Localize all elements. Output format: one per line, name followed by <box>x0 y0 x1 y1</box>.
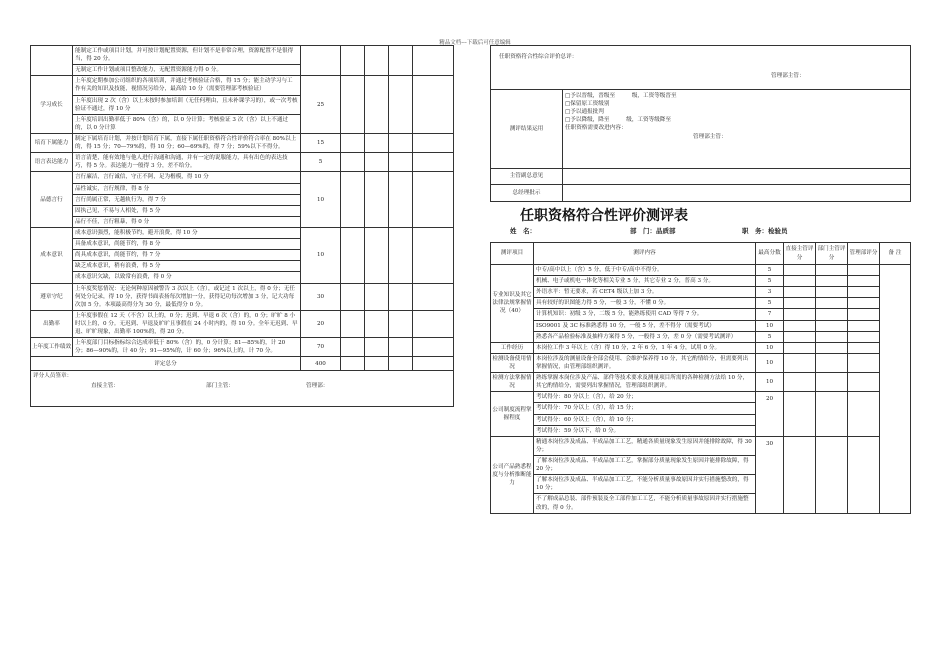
score-cell[interactable] <box>389 76 413 134</box>
category-cell: 学习成长 <box>31 76 73 134</box>
criteria-text: 具备成本意识，尚能节约，得 8 分 <box>73 239 301 250</box>
score-cell[interactable] <box>816 265 848 276</box>
evaluation-row <box>491 298 911 309</box>
points-cell: 30 <box>301 283 341 310</box>
gm-label: 总经理批示 <box>491 185 563 202</box>
position-label: 职 务：检验员 <box>742 227 788 235</box>
criteria-text: 成本意识强烈，能积极节约，避开浪费，得 10 分 <box>73 227 301 238</box>
evaluation-row <box>491 373 911 392</box>
header-item: 测评项目 <box>491 243 534 265</box>
max-score: 5 <box>756 265 784 276</box>
score-cell[interactable] <box>816 353 848 372</box>
criteria-text: 上年度奖惩情况：无论何种原因被警告 3 次以上（含），或记过 1 次以上，得 0 分；无任何处分记录，得 10 分，获得书面表扬每次增加一分，获得记功每次增加 3 分，记大功每次加 5 分。本项最高得分为 30 分，最低得分 0 分。 <box>73 283 301 310</box>
header-content: 测评内容 <box>534 243 756 265</box>
score-cell[interactable] <box>848 320 880 331</box>
signer-direct: 直接主管： <box>91 383 119 390</box>
result-option[interactable]: □予以晋级，晋级至 级，工资等级晋至 <box>565 93 677 99</box>
criteria-row <box>31 76 454 95</box>
criteria-text: 上年度定期参加公司组织的各项培训，并通过考核验证合格，得 15 分；能主动学习与工作有关的知识及技能，视情况另给分，最高给 10 分（需要管理部考核验证） <box>73 76 301 95</box>
total-points: 400 <box>301 357 341 371</box>
criteria-row <box>31 46 454 65</box>
score-cell[interactable] <box>816 298 848 309</box>
evaluation-content: 机械、电子或机电一体化等相关专业 5 分，其它专业 2 分，普高 3 分。 <box>534 276 756 287</box>
score-cell[interactable] <box>784 331 816 342</box>
evaluation-content: 熟悉各产品检验标准及抽样方案得 5 分，一般得 3 分，差 0 分（需要考试测评） <box>534 331 756 342</box>
score-cell[interactable] <box>341 46 365 76</box>
criteria-row <box>31 153 454 172</box>
score-cell[interactable] <box>389 227 413 283</box>
result-option[interactable]: 任职资格需要改进内容： <box>565 125 627 132</box>
criteria-row <box>31 338 454 357</box>
evaluation-content: 计算机知识：初级 3 分，二级 5 分，能熟练使用 CAD 等得 7 分。 <box>534 309 756 320</box>
score-cell[interactable] <box>413 172 454 228</box>
score-cell[interactable] <box>816 276 848 287</box>
score-cell[interactable] <box>816 436 848 513</box>
score-cell[interactable] <box>341 283 365 310</box>
score-cell[interactable] <box>784 265 816 276</box>
evaluation-row <box>491 353 911 372</box>
evaluation-row <box>491 342 911 353</box>
score-cell[interactable] <box>341 133 365 152</box>
score-cell[interactable] <box>389 338 413 357</box>
gm-row <box>491 185 911 202</box>
score-cell[interactable] <box>784 353 816 372</box>
points-cell: 25 <box>301 76 341 134</box>
signers-row <box>31 371 454 407</box>
score-cell[interactable] <box>413 46 454 76</box>
max-score: 3 <box>756 287 784 298</box>
points-cell: 20 <box>301 310 341 337</box>
score-cell[interactable] <box>848 265 880 276</box>
evaluation-content: 考试得分：60 分以上（含），给 10 分； <box>534 414 756 425</box>
criteria-text: 尚具成本意识，尚能节约，得 7 分 <box>73 250 301 261</box>
evaluation-row <box>491 331 911 342</box>
criteria-row <box>31 133 454 152</box>
score-cell[interactable] <box>413 153 454 172</box>
max-score: 7 <box>756 309 784 320</box>
header-admin: 管理部评分 <box>848 243 880 265</box>
max-score: 20 <box>756 392 784 436</box>
category-cell: 语言表达能力 <box>31 153 73 172</box>
evaluation-content: 考试得分：59 分以下，给 0 分。 <box>534 425 756 436</box>
score-cell[interactable] <box>784 342 816 353</box>
signer-dept: 部门主管： <box>206 383 234 390</box>
evaluation-content: 本岗位工作 3 年以上（含）得 10 分，2 年 6 分，1 年 4 分，试用 0 分。 <box>534 342 756 353</box>
score-cell[interactable] <box>413 338 454 357</box>
evaluation-row <box>491 265 911 276</box>
score-cell[interactable] <box>784 392 816 436</box>
form-title: 任职资格符合性评价测评表 <box>520 208 688 224</box>
left-evaluation-table <box>30 45 454 407</box>
score-cell[interactable] <box>341 227 365 283</box>
score-cell[interactable] <box>365 338 389 357</box>
header-row <box>491 243 911 265</box>
header-note: 精品文档---下载后可任意编辑 <box>439 40 511 46</box>
points-cell <box>301 46 341 76</box>
category-cell: 品德言行 <box>31 172 73 228</box>
score-cell[interactable] <box>341 172 365 228</box>
criteria-text: 无制定工作计划或项目整改能力，无配置资源能力得 0 分。 <box>73 65 301 76</box>
signer-admin: 管理部： <box>306 383 329 390</box>
evaluation-row <box>491 320 911 331</box>
evaluation-content: 了解本岗位涉及成品、半成品加工工艺，不能分析质量事故原因并实行措施整改的，得 10 分； <box>534 475 756 494</box>
criteria-text: 言行廉洁，言行诚信，守正不阿，足为楷模，得 10 分 <box>73 172 301 183</box>
score-cell[interactable] <box>816 309 848 320</box>
score-cell[interactable] <box>848 276 880 287</box>
score-cell[interactable] <box>816 331 848 342</box>
qualification-table <box>490 242 911 514</box>
score-cell[interactable] <box>365 133 389 152</box>
score-cell[interactable] <box>389 133 413 152</box>
criteria-row <box>31 172 454 183</box>
criteria-text: 上年度出现 2 次（含）以上未按时参加培训（无任何理由，且未补课学习的），或一次考核验证不通过，得 10 分 <box>73 95 301 114</box>
evaluation-content: 精通本岗位涉及成品、半成品加工工艺，精通各质量现象发生原因并能排除故障，得 30 分； <box>534 436 756 455</box>
score-cell[interactable] <box>816 287 848 298</box>
score-cell[interactable] <box>848 353 880 372</box>
score-cell[interactable] <box>365 310 389 337</box>
evaluation-category: 检测方法掌握情况 <box>491 373 534 392</box>
score-cell[interactable] <box>365 172 389 228</box>
evaluation-content: 熟练掌握本岗位涉及产品、部件等技术要求及测量项目所需的各种检测方法给 10 分，其它酌情给分，需要列出掌握情况，管理部组织测评。 <box>534 373 756 392</box>
evaluation-row <box>491 392 911 403</box>
score-cell[interactable] <box>341 310 365 337</box>
score-cell[interactable] <box>341 76 365 134</box>
points-cell: 10 <box>301 172 341 228</box>
score-cell[interactable] <box>413 310 454 337</box>
score-cell[interactable] <box>365 46 389 76</box>
evaluation-category: 专业知识及其它法律法规掌握情况（40） <box>491 265 534 343</box>
max-score: 5 <box>756 331 784 342</box>
evaluation-category: 检测设备使用情况 <box>491 353 534 372</box>
evaluation-content: 考试得分：80 分以上（含），给 20 分； <box>534 392 756 403</box>
criteria-text: 成本意识欠缺，以致常有浪费，得 0 分 <box>73 272 301 283</box>
score-cell[interactable] <box>413 283 454 310</box>
max-score: 30 <box>756 436 784 513</box>
score-cell[interactable] <box>784 320 816 331</box>
score-cell[interactable] <box>365 227 389 283</box>
criteria-text: 缺乏成本意识，稍有浪费，得 5 分 <box>73 261 301 272</box>
header-max: 最高分数 <box>756 243 784 265</box>
criteria-row <box>31 310 454 337</box>
criteria-text: 上年度事假在 12 天（不含）以上的，0 分；迟到、早退 6 次（含）的，0 分；旷旷 8 小时以上的，0 分。无迟到、早退及旷旷且事假在 24 小时内的，得 10 分。全年无迟到、早退、旷旷现象，出勤率 100%的，得 20 分。 <box>73 310 301 337</box>
result-option[interactable]: □予以通报批判 <box>565 109 604 116</box>
dept-label: 部 门：品质部 <box>630 227 676 235</box>
evaluation-category: 公司产品熟悉程度与分析推断能力 <box>491 436 534 513</box>
score-cell[interactable] <box>389 153 413 172</box>
max-score: 10 <box>756 353 784 372</box>
overall-evaluation-table <box>490 45 911 202</box>
max-score: 10 <box>756 373 784 392</box>
score-cell[interactable] <box>848 342 880 353</box>
header-dept: 部门主管评分 <box>816 243 848 265</box>
max-score: 5 <box>756 276 784 287</box>
category-cell: 培育下属能力 <box>31 133 73 152</box>
score-cell[interactable] <box>389 283 413 310</box>
category-cell: 出勤率 <box>31 310 73 337</box>
criteria-row <box>31 283 454 310</box>
evaluation-row <box>491 309 911 320</box>
max-score: 10 <box>756 342 784 353</box>
summary-row <box>491 46 911 90</box>
summary-label: 任职资格符合性综合评价总评： <box>499 54 578 60</box>
result-option[interactable]: □保留原工资级别 <box>565 101 610 108</box>
evaluation-row <box>491 276 911 287</box>
vp-row <box>491 169 911 185</box>
score-cell[interactable] <box>848 436 880 513</box>
criteria-text: 能制定工作或项目计划，并可按计划配置资源，但计划不是非常合理，资源配置不是很得当，得 20 分。 <box>73 46 301 65</box>
evaluation-content: 中专/高中以上（含）5 分，低于中专/高中不得分。 <box>534 265 756 276</box>
evaluation-content: 不了解成品总装、部件预装及全工部件加工工艺，不能分析质量事故原因并实行措施整改的，得 0 分。 <box>534 494 756 513</box>
score-cell[interactable] <box>389 310 413 337</box>
score-cell[interactable] <box>389 46 413 76</box>
score-cell[interactable] <box>848 287 880 298</box>
points-cell: 15 <box>301 133 341 152</box>
remark-cell[interactable] <box>880 265 911 514</box>
max-score: 10 <box>756 320 784 331</box>
criteria-text: 语言清楚，能有效地与他人进行沟通和沟通，并有一定的说服能力，具有出色的表达技巧，得 5 分。表达能力一般得 3 分，差不给分。 <box>73 153 301 172</box>
score-cell[interactable] <box>413 133 454 152</box>
evaluation-category: 工作经历 <box>491 342 534 353</box>
score-cell[interactable] <box>816 373 848 392</box>
evaluation-row <box>491 436 911 455</box>
score-cell[interactable] <box>365 153 389 172</box>
category-cell <box>31 46 73 76</box>
evaluation-content: 本岗位涉及的测量设备全部会使用、会维护保养得 10 分，其它酌情给分，但需要列出掌握情况，由管理部组织测评。 <box>534 353 756 372</box>
points-cell: 10 <box>301 227 341 283</box>
score-cell[interactable] <box>341 338 365 357</box>
criteria-text: 固执己见，不易与人相处，得 5 分 <box>73 205 301 216</box>
points-cell: 70 <box>301 338 341 357</box>
result-label: 测评结果运用 <box>491 90 563 169</box>
evaluation-content: ISO9001 及 3C 标准熟悉得 10 分，一般 5 分，差不得分（需要考试） <box>534 320 756 331</box>
score-cell[interactable] <box>816 392 848 436</box>
criteria-text: 制定下属培育计划，并按计划培育下属，直接下属任职资格符合性评价符合率在 80%以上的，得 15 分；70—79%的，得 10 分；60—69%的，得 7 分；59%以下不得分。 <box>73 133 301 152</box>
score-cell[interactable] <box>816 320 848 331</box>
criteria-text: 品性诚实，言行规律，得 8 分 <box>73 183 301 194</box>
vp-label: 主管副总意见 <box>491 169 563 185</box>
result-row <box>491 90 911 169</box>
score-cell[interactable] <box>341 153 365 172</box>
criteria-text: 上年度部门目标指标综合达成率低于 80%（含）的，0 分计算；81—85%的，计 20 分；86—90%的，计 40 分；91—95%的，计 60 分；96%以上的，计 70 分。 <box>73 338 301 357</box>
summary-sign: 管理部主管： <box>771 73 805 79</box>
max-score: 5 <box>756 298 784 309</box>
points-cell: 5 <box>301 153 341 172</box>
criteria-row <box>31 227 454 238</box>
score-cell[interactable] <box>365 283 389 310</box>
header-direct: 直接主管评分 <box>784 243 816 265</box>
score-cell[interactable] <box>784 373 816 392</box>
result-option[interactable]: □予以降级，降至 级，工资等级降至 <box>565 117 671 124</box>
category-cell: 遵章守纪 <box>31 283 73 310</box>
signers-label: 评分人员签章： <box>33 373 73 380</box>
category-cell: 上年度工作绩效 <box>31 338 73 357</box>
score-cell[interactable] <box>848 392 880 436</box>
score-cell[interactable] <box>413 76 454 134</box>
criteria-text: 言行尚属正常，无越轨行为，得 7 分 <box>73 194 301 205</box>
score-cell[interactable] <box>848 298 880 309</box>
evaluation-content: 考试得分：70 分以上（含），给 15 分； <box>534 403 756 414</box>
name-label: 姓 名： <box>510 227 536 235</box>
category-cell: 成本意识 <box>31 227 73 283</box>
score-cell[interactable] <box>816 342 848 353</box>
evaluation-content: 外语水平：暂无要求，若 CET4 级以上加 3 分。 <box>534 287 756 298</box>
score-cell[interactable] <box>784 309 816 320</box>
evaluation-row <box>491 287 911 298</box>
score-cell[interactable] <box>365 76 389 134</box>
evaluation-content: 了解本岗位涉及成品、半成品加工工艺，掌握部分质量现象发生原因并能排除故障，得 20 分； <box>534 455 756 474</box>
score-cell[interactable] <box>848 373 880 392</box>
score-cell[interactable] <box>848 309 880 320</box>
evaluation-content: 具有较好的识图能力得 5 分，一般 3 分，不懂 0 分。 <box>534 298 756 309</box>
criteria-text: 品行不佳，言行粗暴，得 0 分 <box>73 216 301 227</box>
score-cell[interactable] <box>848 331 880 342</box>
evaluation-category: 公司制度流程掌握程度 <box>491 392 534 436</box>
result-sign: 管理部主管： <box>693 133 727 140</box>
score-cell[interactable] <box>389 172 413 228</box>
score-cell[interactable] <box>413 227 454 283</box>
header-remark: 备 注 <box>880 243 911 265</box>
criteria-text: 上年度培训出勤率低于 80%（含）的，以 0 分计算；考核验证 3 次（含）以上不通过的，以 0 分计算 <box>73 114 301 133</box>
total-label: 评定总分 <box>31 357 301 371</box>
total-row <box>31 357 454 371</box>
score-cell[interactable] <box>784 276 816 287</box>
score-cell[interactable] <box>784 436 816 513</box>
score-cell[interactable] <box>784 298 816 309</box>
score-cell[interactable] <box>784 287 816 298</box>
